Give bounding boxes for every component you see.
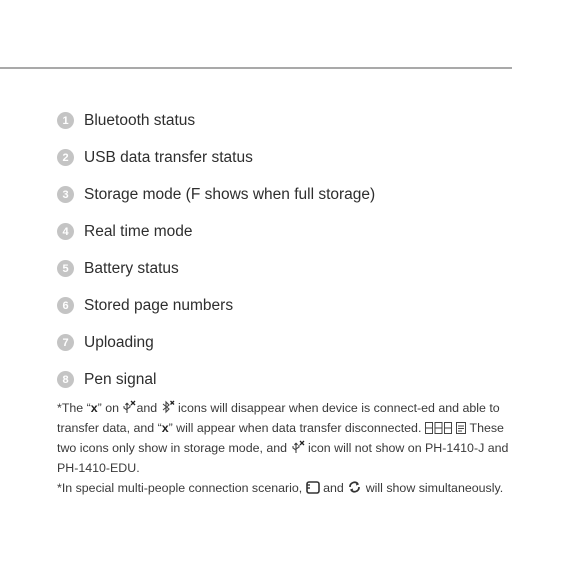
footnote-connection: *The “x” on and icons will disappear when device is connect-ed and able to transfer data, and “x” will appear when data transfer disconnected. These two icons only show in storage mode, and icon will not show on PH-1410-J and PH-1410-EDU. bbox=[57, 401, 509, 475]
segment-digits-icon bbox=[425, 422, 453, 434]
number-badge-icon: 5 bbox=[57, 260, 74, 277]
usb-x-icon bbox=[122, 400, 136, 414]
number-badge-icon: 7 bbox=[57, 334, 74, 351]
legend-label: Uploading bbox=[84, 333, 154, 351]
number-badge-icon: 2 bbox=[57, 149, 74, 166]
legend-item bbox=[57, 213, 375, 250]
legend-label: Battery status bbox=[84, 259, 179, 277]
footnotes bbox=[57, 398, 515, 498]
legend-label: Pen signal bbox=[84, 370, 157, 388]
status-legend-list bbox=[57, 102, 375, 398]
legend-item bbox=[57, 287, 375, 324]
usb-x-icon bbox=[291, 440, 305, 454]
legend-label: Storage mode (F shows when full storage) bbox=[84, 185, 376, 203]
legend-label: Real time mode bbox=[84, 222, 193, 240]
legend-item bbox=[57, 250, 375, 287]
footnote-multi-people: *In special multi-people connection scenario, and will show simultaneously. bbox=[57, 481, 504, 495]
legend-label: Stored page numbers bbox=[84, 296, 234, 314]
number-badge-icon: 4 bbox=[57, 223, 74, 240]
number-badge-icon: 3 bbox=[57, 186, 74, 203]
realtime-icon bbox=[306, 481, 320, 494]
number-badge-icon: 6 bbox=[57, 297, 74, 314]
header-divider bbox=[0, 67, 512, 69]
legend-label: USB data transfer status bbox=[84, 148, 253, 166]
legend-item bbox=[57, 102, 375, 139]
bluetooth-x-icon bbox=[161, 400, 175, 414]
legend-item bbox=[57, 139, 375, 176]
storage-page-icon bbox=[456, 422, 466, 434]
legend-item bbox=[57, 361, 375, 398]
number-badge-icon: 8 bbox=[57, 371, 74, 388]
legend-item bbox=[57, 324, 375, 361]
legend-label: Bluetooth status bbox=[84, 111, 196, 129]
legend-item bbox=[57, 176, 375, 213]
number-badge-icon: 1 bbox=[57, 112, 74, 129]
sync-icon bbox=[347, 480, 362, 494]
